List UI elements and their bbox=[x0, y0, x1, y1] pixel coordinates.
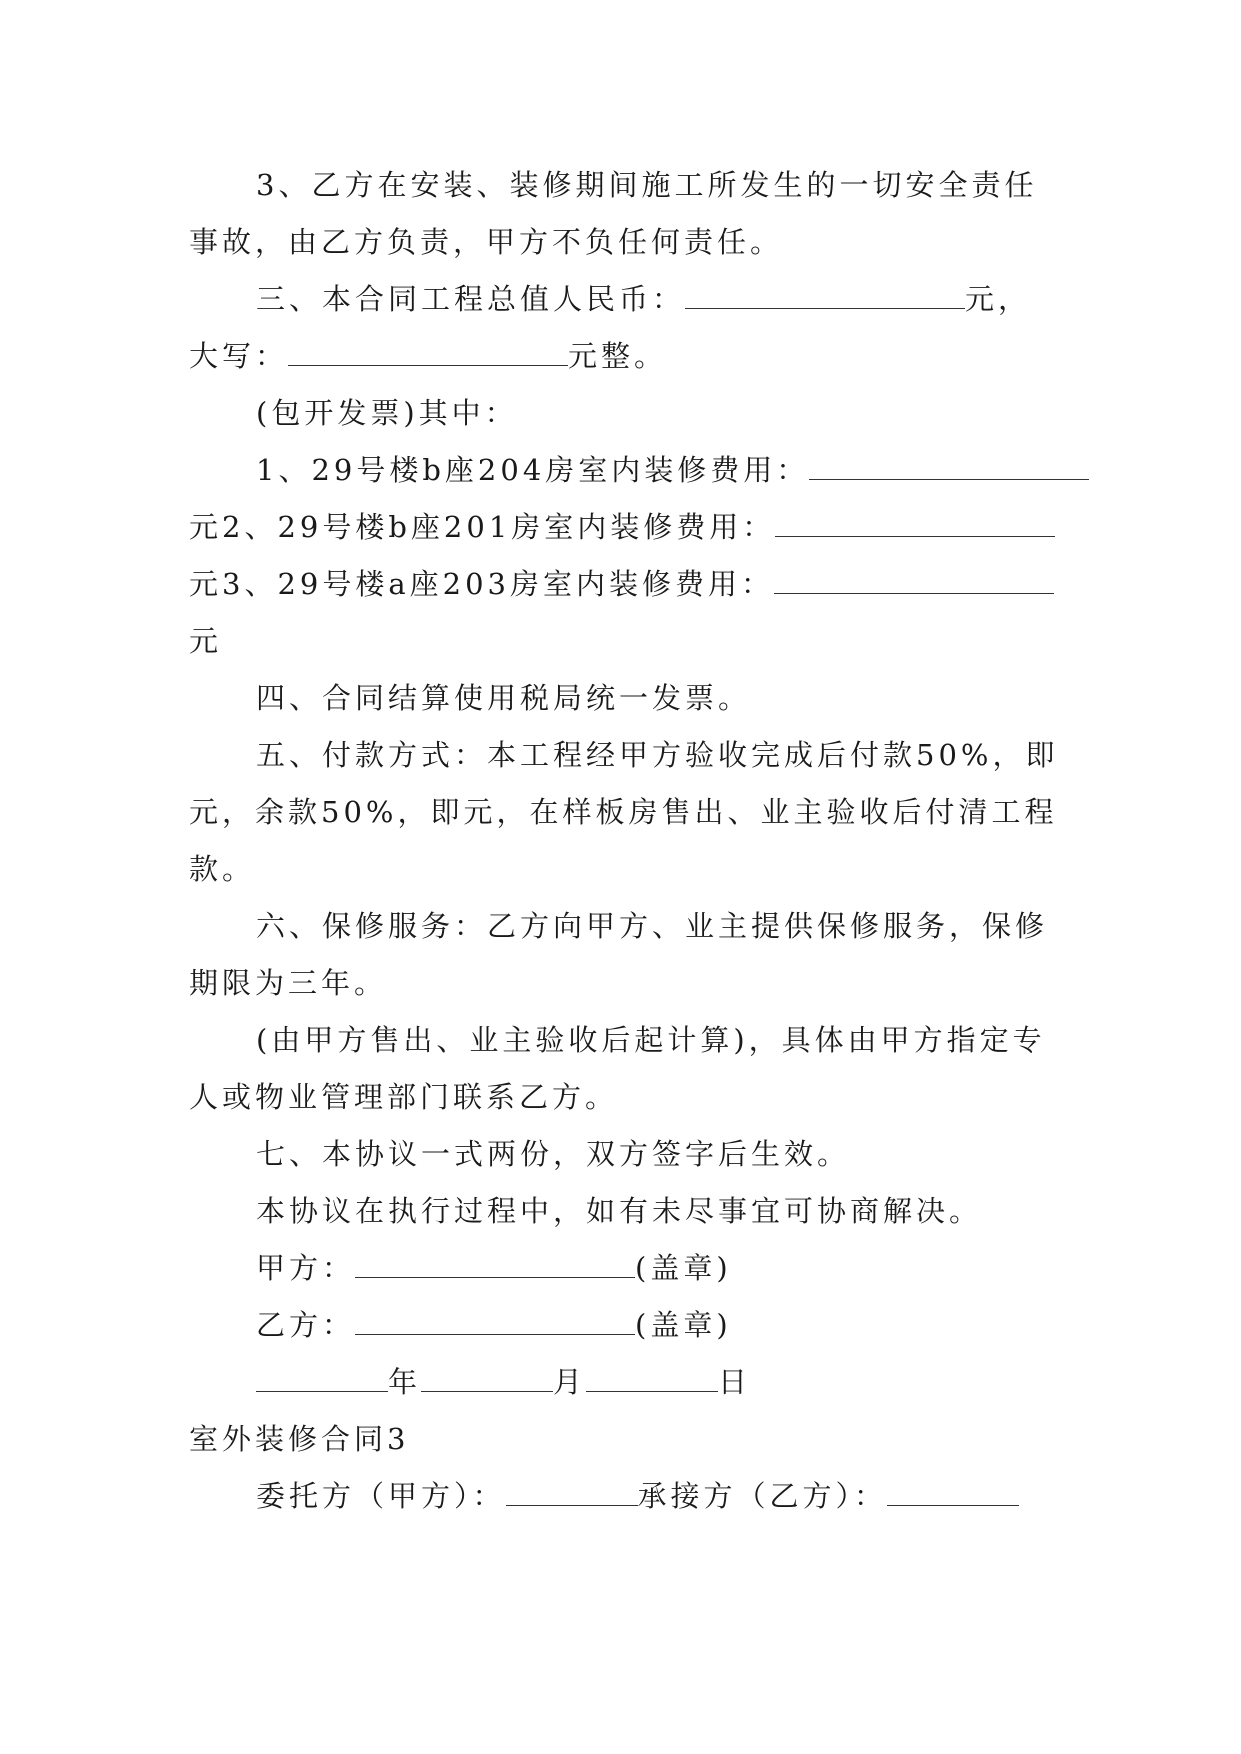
section-title: 室外装修合同3 bbox=[189, 1422, 410, 1456]
fee-item-2-blank bbox=[775, 510, 1055, 537]
date-line: 年 月 日 bbox=[256, 1362, 1116, 1402]
fee-item-1: 1、29号楼b座204房室内装修费用： bbox=[256, 450, 1116, 490]
total-value-line: 三、本合同工程总值人民币： 元， bbox=[256, 282, 1032, 316]
fee-item-2: 元2、29号楼b座201房室内装修费用： bbox=[189, 507, 1049, 547]
fee-item-3-blank bbox=[774, 567, 1054, 594]
party-a-blank bbox=[355, 1251, 635, 1278]
parties-line: 委托方（甲方）： 承接方（乙方）： bbox=[256, 1476, 1116, 1516]
clause-7: 七、本协议一式两份，双方签字后生效。 bbox=[256, 1137, 851, 1171]
fee-item-3-unit: 元 bbox=[189, 624, 223, 658]
party-b-signature-line: 乙方： (盖章) bbox=[256, 1308, 732, 1342]
total-value-blank bbox=[685, 282, 965, 309]
clause-5-line-2: 元，余款50%，即元，在样板房售出、业主验收后付清工程 bbox=[189, 795, 1058, 829]
clause-3-line-2: 事故，由乙方负责，甲方不负任何责任。 bbox=[189, 225, 784, 259]
client-blank bbox=[506, 1479, 638, 1506]
total-capital-blank bbox=[288, 339, 568, 366]
year-blank bbox=[256, 1365, 388, 1392]
day-blank bbox=[586, 1365, 718, 1392]
contractor-blank bbox=[887, 1479, 1019, 1506]
clause-5-line-3: 款。 bbox=[189, 852, 256, 886]
party-b-blank bbox=[355, 1308, 635, 1335]
invoice-note: (包开发票)其中： bbox=[256, 396, 518, 430]
month-blank bbox=[421, 1365, 553, 1392]
party-a-signature-line: 甲方： (盖章) bbox=[256, 1251, 732, 1285]
clause-3-line-1: 3、乙方在安装、装修期间施工所发生的一切安全责任 bbox=[256, 168, 1038, 202]
fee-item-1-blank bbox=[809, 453, 1089, 480]
clause-6-line-2: 期限为三年。 bbox=[189, 966, 388, 1000]
clause-4: 四、合同结算使用税局统一发票。 bbox=[256, 681, 752, 715]
clause-6-line-1: 六、保修服务：乙方向甲方、业主提供保修服务，保修 bbox=[256, 909, 1049, 943]
warranty-note-line-1: (由甲方售出、业主验收后起计算)，具体由甲方指定专 bbox=[256, 1023, 1046, 1057]
clause-5-line-1: 五、付款方式：本工程经甲方验收完成后付款50%，即 bbox=[256, 738, 1059, 772]
total-capital-line: 大写： 元整。 bbox=[189, 339, 668, 373]
negotiation-note: 本协议在执行过程中，如有未尽事宜可协商解决。 bbox=[256, 1194, 983, 1228]
fee-item-3: 元3、29号楼a座203房室内装修费用： bbox=[189, 564, 1049, 604]
warranty-note-line-2: 人或物业管理部门联系乙方。 bbox=[189, 1080, 619, 1114]
